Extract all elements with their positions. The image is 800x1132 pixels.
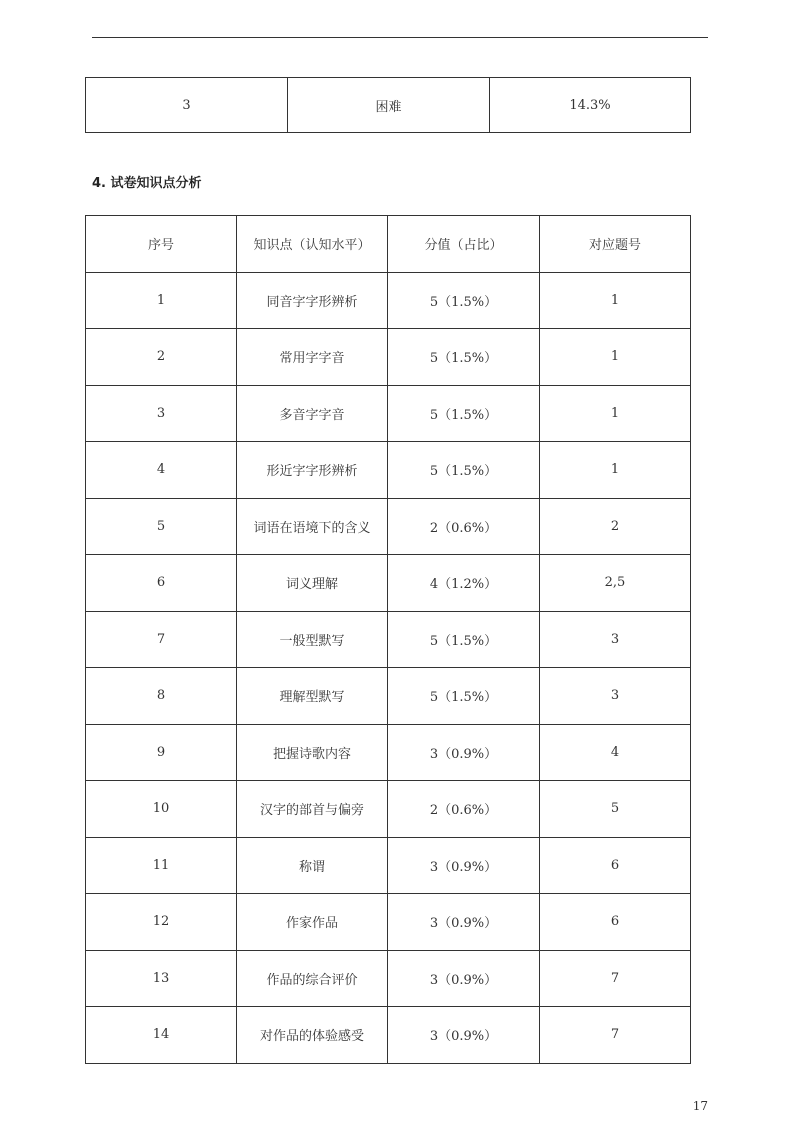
table-cell: 把握诗歌内容: [237, 724, 388, 781]
table-cell: 9: [86, 724, 237, 781]
table-cell: 5（1.5%）: [388, 611, 540, 668]
table-cell: 4: [540, 724, 691, 781]
table-cell: 5: [86, 498, 237, 555]
table-cell: 同音字字形辨析: [237, 272, 388, 329]
table-cell: 14.3%: [490, 78, 691, 133]
table-cell: 3: [540, 668, 691, 725]
table-cell: 3（0.9%）: [388, 837, 540, 894]
table-cell: 2（0.6%）: [388, 498, 540, 555]
table-cell: 词语在语境下的含义: [237, 498, 388, 555]
table-row: [86, 894, 691, 951]
table-cell: 5（1.5%）: [388, 668, 540, 725]
table-cell: 3: [86, 78, 288, 133]
table-cell: 13: [86, 950, 237, 1007]
table-cell: 3: [86, 385, 237, 442]
table-cell: 1: [540, 385, 691, 442]
table-row: [86, 781, 691, 838]
table-cell: 7: [540, 1007, 691, 1064]
table-cell: 4（1.2%）: [388, 555, 540, 612]
header-rule: [92, 37, 708, 38]
table-cell: 3（0.9%）: [388, 894, 540, 951]
table-cell: 5（1.5%）: [388, 272, 540, 329]
table-cell: 10: [86, 781, 237, 838]
table-row: [86, 272, 691, 329]
table-cell: 5（1.5%）: [388, 385, 540, 442]
table-cell: 7: [86, 611, 237, 668]
table-cell: 1: [540, 442, 691, 499]
table-cell: 5: [540, 781, 691, 838]
table-cell: 词义理解: [237, 555, 388, 612]
table-cell: 5（1.5%）: [388, 329, 540, 386]
table-row: [86, 611, 691, 668]
table-cell: 6: [540, 894, 691, 951]
table-cell: 1: [540, 272, 691, 329]
table-cell: 1: [86, 272, 237, 329]
column-header: 序号: [86, 216, 237, 273]
table-row: [86, 837, 691, 894]
table-row: [86, 329, 691, 386]
table-cell: 汉字的部首与偏旁: [237, 781, 388, 838]
table-cell: 2: [540, 498, 691, 555]
table-cell: 理解型默写: [237, 668, 388, 725]
table-cell: 5（1.5%）: [388, 442, 540, 499]
table-row: [86, 668, 691, 725]
table-cell: 6: [540, 837, 691, 894]
table-cell: 7: [540, 950, 691, 1007]
table-row: [86, 1007, 691, 1064]
table-row: [86, 724, 691, 781]
column-header: 知识点（认知水平）: [237, 216, 388, 273]
page-number: 17: [692, 1099, 708, 1113]
table-cell: 常用字字音: [237, 329, 388, 386]
table-cell: 1: [540, 329, 691, 386]
table-header-row: [86, 216, 691, 273]
table-row: [86, 950, 691, 1007]
table-cell: 12: [86, 894, 237, 951]
table-cell: 8: [86, 668, 237, 725]
knowledge-point-table: [85, 215, 691, 1064]
table-cell: 2（0.6%）: [388, 781, 540, 838]
table-cell: 称谓: [237, 837, 388, 894]
table-cell: 3（0.9%）: [388, 950, 540, 1007]
table-cell: 2: [86, 329, 237, 386]
table-cell: 6: [86, 555, 237, 612]
table-row: [86, 385, 691, 442]
column-header: 对应题号: [540, 216, 691, 273]
table-cell: 3（0.9%）: [388, 1007, 540, 1064]
table-row: [86, 555, 691, 612]
table-cell: 作品的综合评价: [237, 950, 388, 1007]
difficulty-table: [85, 77, 691, 133]
table-cell: 4: [86, 442, 237, 499]
table-cell: 多音字字音: [237, 385, 388, 442]
table-row: [86, 498, 691, 555]
table-cell: 形近字字形辨析: [237, 442, 388, 499]
table-cell: 2,5: [540, 555, 691, 612]
table-cell: 14: [86, 1007, 237, 1064]
section-heading: 4. 试卷知识点分析: [92, 176, 202, 191]
column-header: 分值（占比）: [388, 216, 540, 273]
table-row: [86, 78, 691, 133]
table-cell: 对作品的体验感受: [237, 1007, 388, 1064]
table-row: [86, 442, 691, 499]
table-cell: 3（0.9%）: [388, 724, 540, 781]
table-cell: 11: [86, 837, 237, 894]
table-cell: 作家作品: [237, 894, 388, 951]
table-cell: 一般型默写: [237, 611, 388, 668]
table-cell: 3: [540, 611, 691, 668]
table-cell: 困难: [288, 78, 490, 133]
